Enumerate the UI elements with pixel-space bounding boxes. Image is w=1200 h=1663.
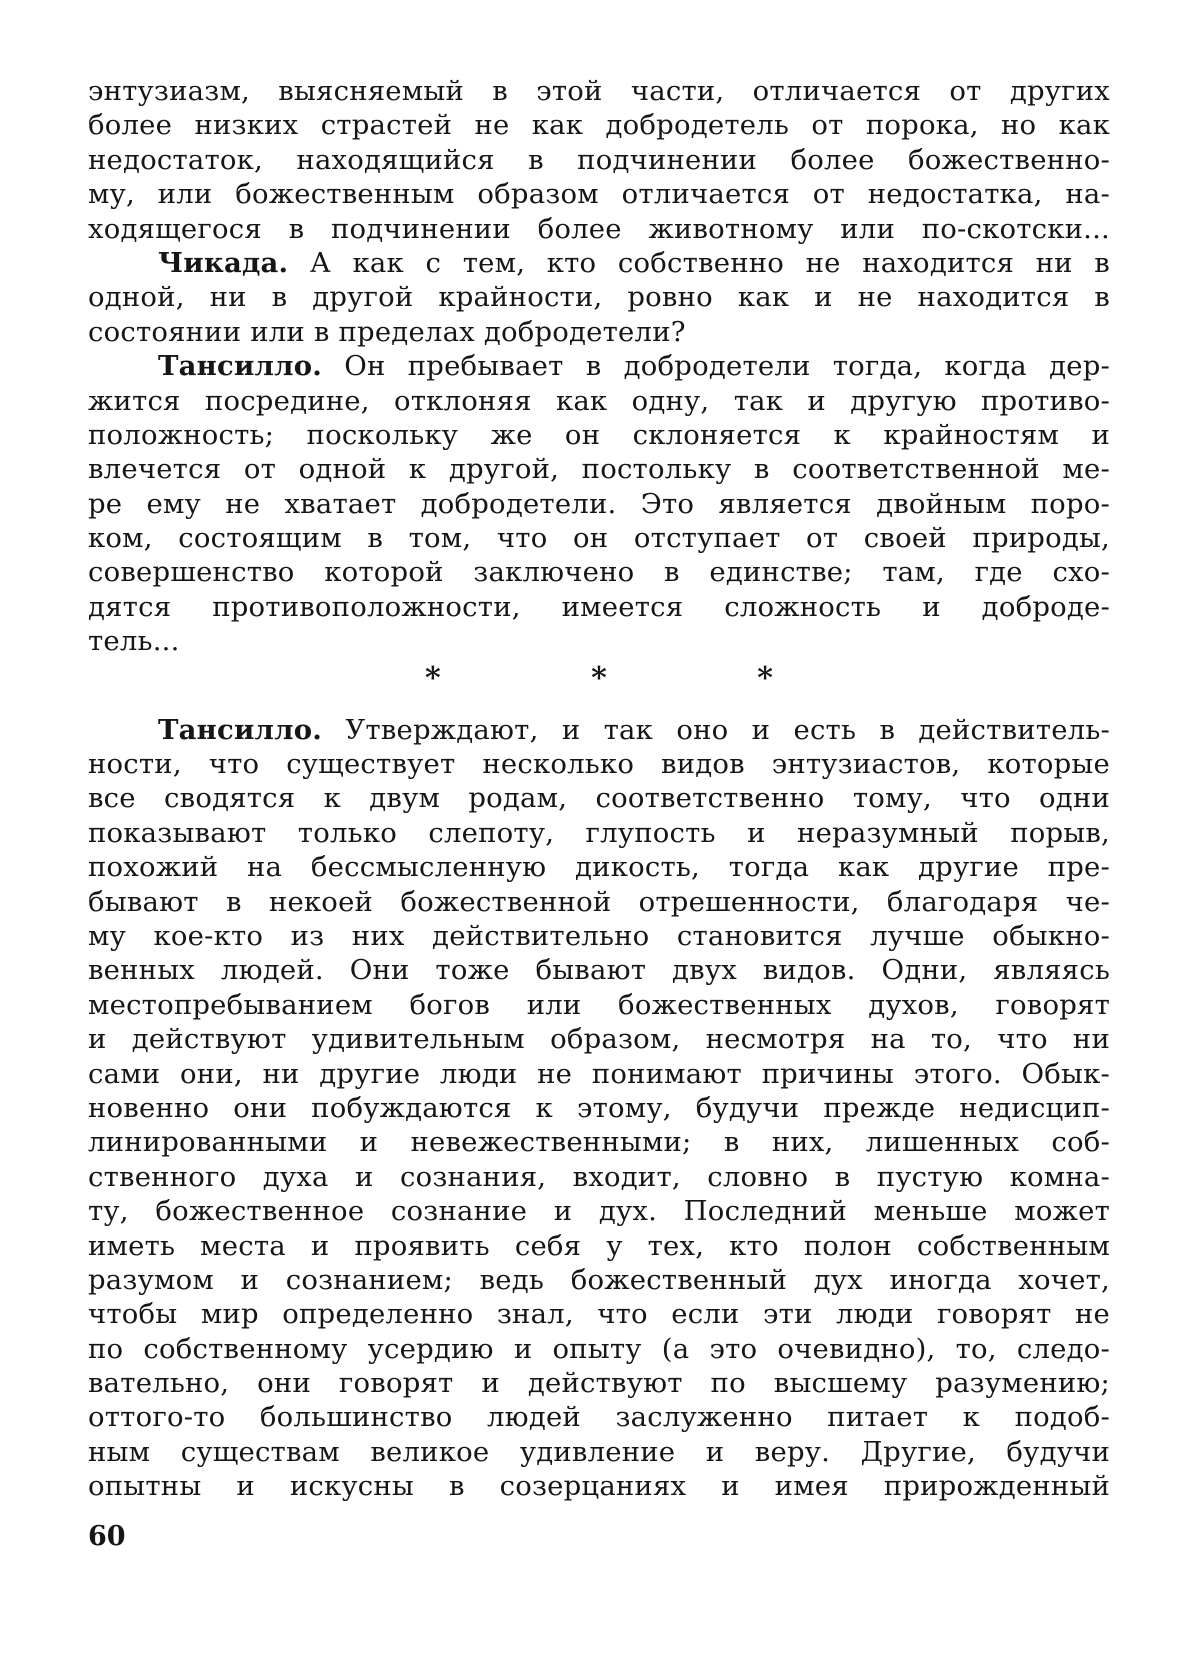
text-line — [88, 349, 1110, 383]
paragraph-tansillo-2 — [88, 713, 1110, 1504]
text-line: положность; поскольку же он склоняется к крайностям и — [88, 418, 1110, 451]
text-line: влечется от одной к другой, постольку в соответственной ме- — [88, 453, 1110, 486]
paragraph-tansillo-1 — [88, 349, 1110, 659]
text-line: совершенство которой заключено в единстве; там, где схо- — [88, 556, 1110, 589]
text-line: разумом и сознанием; ведь божественный дух иногда хочет, — [88, 1263, 1110, 1296]
text-line: му кое-кто из них действительно становится лучше обыкно- — [88, 919, 1110, 952]
text-line: бывают в некоей божественной отрешенности, благодаря че- — [88, 885, 1110, 918]
text-line: жится посредине, отклоняя как одну, так и другую противо- — [88, 384, 1110, 417]
text-line — [88, 246, 1110, 280]
text-line: местопребыванием богов или божественных духов, говорят — [88, 988, 1110, 1021]
paragraph-chikada — [88, 246, 1110, 349]
spacer — [88, 699, 1110, 713]
text-line: новенно они побуждаются к этому, будучи прежде недисцип- — [88, 1091, 1110, 1124]
text-line: ту, божественное сознание и дух. Последний меньше может — [88, 1195, 1110, 1228]
text-line: ности, что существует несколько видов энтузиастов, которые — [88, 748, 1110, 781]
text-line: линированными и невежественными; в них, лишенных соб- — [88, 1126, 1110, 1159]
text-line: сами они, ни другие люди не понимают причины этого. Обык- — [88, 1057, 1110, 1090]
text-line: му, или божественным образом отличается от недостатка, на- — [88, 178, 1110, 211]
text-line: опытны и искусны в созерцаниях и имея прирожденный — [88, 1470, 1110, 1503]
section-separator: * * * — [425, 660, 843, 696]
text-line: оттого-то большинство людей заслуженно питает к подоб- — [88, 1401, 1110, 1434]
line-text: А как с тем, кто собственно не находится ни в — [288, 246, 1110, 279]
text-line: вательно, они говорят и действуют по высшему разумению; — [88, 1367, 1110, 1400]
speaker-name: Чикада. — [158, 246, 289, 279]
line-text: Утверждают, и так оно и есть в действитель- — [322, 713, 1110, 746]
text-line: дятся противоположности, имеется сложность и доброде- — [88, 590, 1110, 623]
text-line: одной, ни в другой крайности, ровно как и не находится в — [88, 281, 1110, 314]
paragraph-continuation — [88, 74, 1110, 246]
text-line: ственного духа и сознания, входит, словно в пустую комна- — [88, 1160, 1110, 1193]
page-text — [88, 74, 1110, 1504]
text-line: ком, состоящим в том, что он отступает от своей природы, — [88, 522, 1110, 555]
text-line: энтузиазм, выясняемый в этой части, отличается от других — [88, 75, 1110, 107]
line-text: Он пребывает в добродетели тогда, когда дер- — [322, 350, 1110, 383]
speaker-name: Тансилло. — [158, 350, 323, 383]
text-line: ным существам великое удивление и веру. Другие, будучи — [88, 1435, 1110, 1468]
text-line: все сводятся к двум родам, соответственно тому, что одни — [88, 782, 1110, 815]
text-line: по собственному усердию и опыту (а это очевидно), то, следо- — [88, 1332, 1110, 1365]
text-line: ре ему не хватает добродетели. Это является двойным поро- — [88, 487, 1110, 520]
page-number: 60 — [88, 1521, 126, 1552]
text-line: чтобы мир определенно знал, что если эти люди говорят не — [88, 1298, 1110, 1331]
text-line: показывают только слепоту, глупость и неразумный порыв, — [88, 816, 1110, 849]
text-line: иметь места и проявить себя у тех, кто полон собственным — [88, 1229, 1110, 1262]
text-line: состоянии или в пределах добродетели? — [88, 315, 686, 348]
text-line: похожий на бессмысленную дикость, тогда как другие пре- — [88, 851, 1110, 884]
text-line: недостаток, находящийся в подчинении более божественно- — [88, 143, 1110, 176]
text-line: более низких страстей не как добродетель от порока, но как — [88, 109, 1110, 142]
text-line: и действуют удивительным образом, несмотря на то, что ни — [88, 1023, 1110, 1056]
text-line — [88, 713, 1110, 747]
text-line: тель... — [88, 625, 180, 658]
speaker-name: Тансилло. — [158, 713, 323, 746]
text-line: венных людей. Они тоже бывают двух видов. Одни, являясь — [88, 954, 1110, 987]
text-line: ходящегося в подчинении более животному или по-скотски... — [88, 212, 1110, 245]
